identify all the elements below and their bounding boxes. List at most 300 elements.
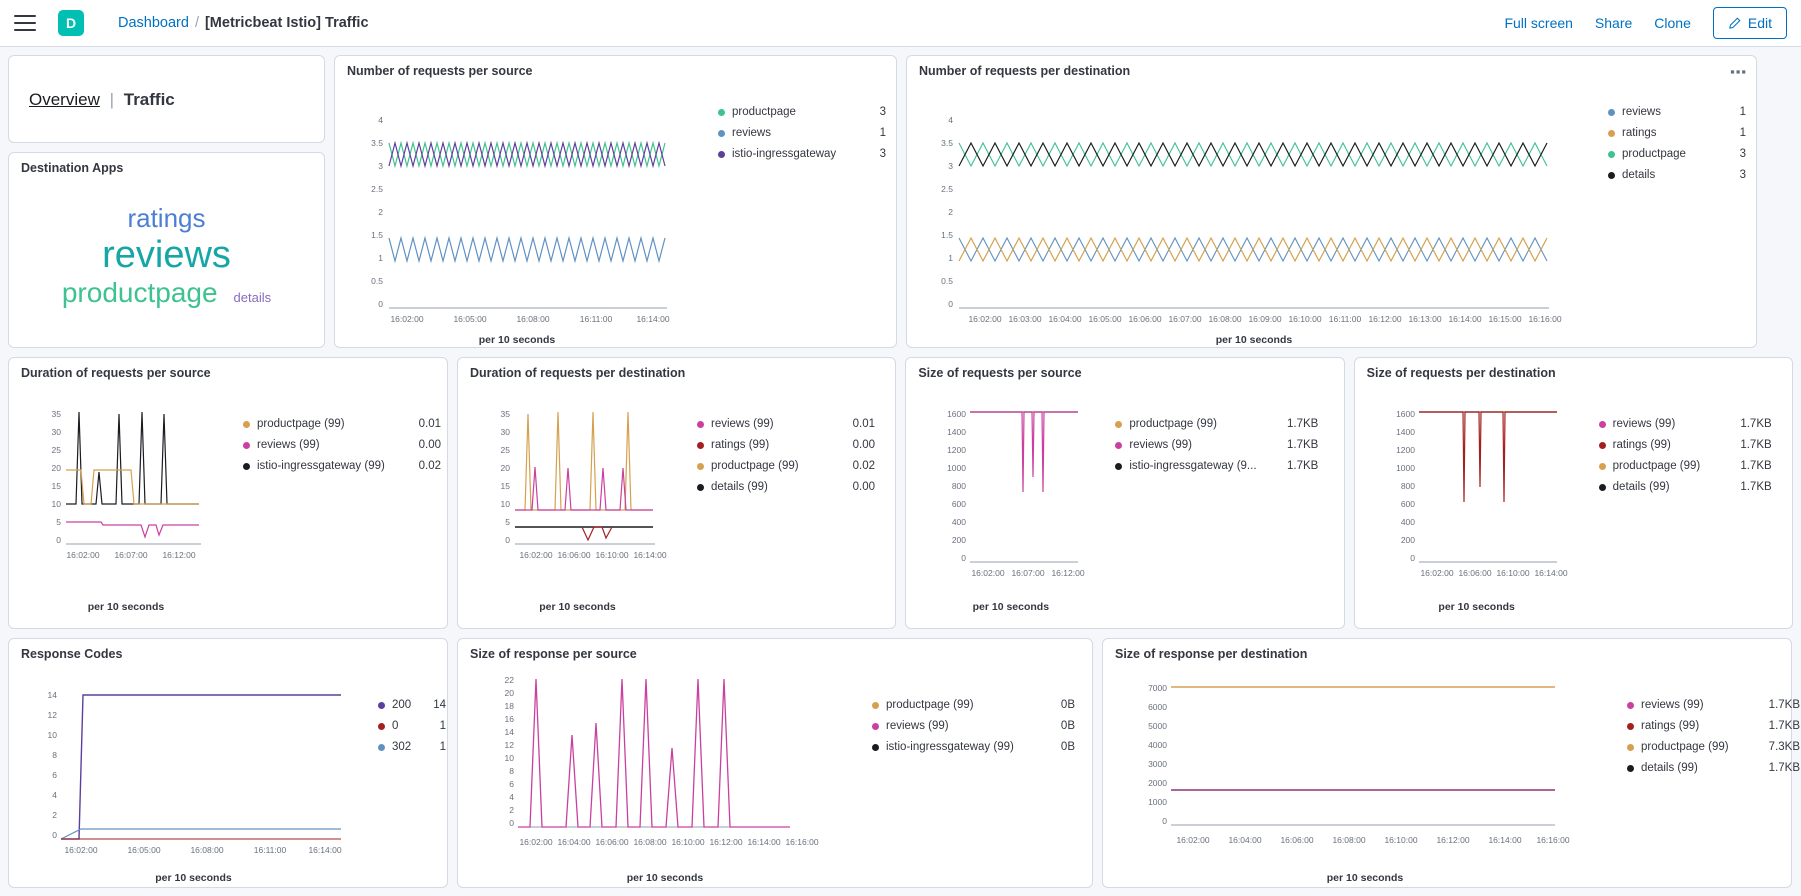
duration-per-destination-chart[interactable] (468, 382, 685, 618)
requests-per-destination-panel (906, 55, 1757, 348)
requests-per-destination-xlabel: per 10 seconds (1215, 334, 1293, 346)
size-response-per-destination-title: Size of response per destination (1115, 647, 1308, 661)
size-response-per-source-legend (860, 663, 1075, 877)
svg-text:3.5: 3.5 (941, 138, 953, 148)
legend-item[interactable] (1608, 106, 1746, 118)
svg-text:1.5: 1.5 (941, 230, 953, 240)
svg-text:16:05:00: 16:05:00 (453, 314, 487, 324)
svg-text:16:06:00: 16:06:00 (595, 837, 629, 847)
svg-text:0: 0 (1409, 553, 1415, 563)
svg-text:16:07:00: 16:07:00 (114, 550, 148, 560)
legend-item[interactable] (1599, 439, 1772, 451)
breadcrumb (118, 15, 369, 31)
size-requests-per-destination-legend (1587, 382, 1772, 618)
legend-item[interactable] (1599, 460, 1772, 472)
legend-value: 1.7KB (1768, 699, 1800, 711)
legend-label: productpage (1622, 148, 1686, 160)
svg-text:16:07:00: 16:07:00 (1168, 314, 1202, 324)
legend-item[interactable] (1608, 127, 1746, 139)
svg-text:2: 2 (378, 207, 383, 217)
svg-text:4: 4 (509, 792, 514, 802)
requests-per-destination-chart[interactable] (917, 80, 1596, 346)
svg-text:16:10:00: 16:10:00 (595, 550, 629, 560)
svg-text:16:03:00: 16:03:00 (1008, 314, 1042, 324)
svg-text:200: 200 (952, 535, 967, 545)
legend-label: istio-ingressgateway (9... (1129, 460, 1257, 472)
svg-text:20: 20 (51, 463, 61, 473)
legend-value: 0.02 (852, 460, 875, 472)
dashboard-grid (0, 47, 1801, 896)
svg-text:20: 20 (504, 688, 514, 698)
legend-value: 3 (1739, 148, 1746, 160)
legend-label: reviews (99) (886, 720, 949, 732)
requests-per-destination-body (917, 80, 1746, 346)
svg-text:16:14:00: 16:14:00 (1448, 314, 1482, 324)
svg-text:16:05:00: 16:05:00 (1088, 314, 1122, 324)
legend-value: 0B (1060, 741, 1075, 753)
svg-text:16:04:00: 16:04:00 (557, 837, 591, 847)
legend-item[interactable] (1608, 169, 1746, 181)
edit-button[interactable] (1713, 7, 1787, 39)
legend-value: 1.7KB (1287, 418, 1319, 430)
legend-value: 1.7KB (1287, 439, 1319, 451)
legend-color-dot (1608, 172, 1615, 179)
legend-label: ratings (99) (711, 439, 770, 451)
legend-color-dot (697, 463, 704, 470)
requests-per-source-xlabel: per 10 seconds (478, 334, 556, 346)
requests-per-destination-legend (1596, 80, 1746, 337)
svg-text:14: 14 (504, 727, 514, 737)
topbar-actions (1504, 7, 1787, 39)
svg-text:16:11:00: 16:11:00 (579, 314, 613, 324)
legend-color-dot (697, 421, 704, 428)
legend-label: productpage (99) (257, 418, 345, 430)
requests-per-source-title: Number of requests per source (347, 64, 533, 78)
duration-per-source-legend (231, 382, 441, 618)
legend-item[interactable] (1599, 418, 1772, 430)
legend-value: 1 (439, 720, 446, 732)
svg-text:16:10:00: 16:10:00 (1384, 835, 1418, 845)
legend-color-dot (243, 463, 250, 470)
size-response-per-destination-xlabel: per 10 seconds (1326, 872, 1404, 884)
svg-text:4: 4 (52, 790, 57, 800)
legend-item[interactable] (872, 720, 1075, 732)
svg-text:10: 10 (504, 753, 514, 763)
svg-text:1200: 1200 (1395, 445, 1415, 455)
svg-text:4: 4 (948, 115, 953, 125)
svg-text:1200: 1200 (947, 445, 967, 455)
svg-text:15: 15 (500, 481, 510, 491)
legend-item[interactable] (243, 460, 441, 472)
svg-text:16:08:00: 16:08:00 (633, 837, 667, 847)
svg-text:16:02:00: 16:02:00 (390, 314, 424, 324)
duration-per-destination-xlabel: per 10 seconds (539, 601, 616, 613)
legend-item[interactable] (1599, 481, 1772, 493)
svg-text:12: 12 (504, 740, 514, 750)
svg-text:2: 2 (52, 810, 57, 820)
legend-value: 1.7KB (1287, 460, 1319, 472)
svg-text:1: 1 (948, 253, 953, 263)
legend-item[interactable] (697, 418, 875, 430)
response-codes-xlabel: per 10 seconds (155, 872, 232, 884)
legend-item[interactable] (697, 460, 875, 472)
svg-text:16:08:00: 16:08:00 (190, 845, 224, 855)
tag-cloud (19, 177, 314, 335)
svg-text:3: 3 (948, 161, 953, 171)
legend-color-dot (872, 744, 879, 751)
svg-text:5: 5 (505, 517, 510, 527)
left-column (8, 55, 325, 348)
legend-item[interactable] (1627, 720, 1800, 732)
tag-productpage[interactable]: productpage (61, 277, 218, 308)
svg-text:1: 1 (378, 253, 383, 263)
svg-text:10: 10 (47, 730, 57, 740)
legend-color-dot (1608, 151, 1615, 158)
legend-value: 0.01 (852, 418, 875, 430)
legend-color-dot (718, 151, 725, 158)
duration-per-destination-body (468, 382, 885, 618)
legend-color-dot (872, 723, 879, 730)
legend-color-dot (1599, 484, 1606, 491)
legend-color-dot (1627, 744, 1634, 751)
size-response-per-destination-legend (1615, 663, 1800, 877)
legend-color-dot (1115, 463, 1122, 470)
size-requests-per-source-chart[interactable] (916, 382, 1103, 618)
legend-item[interactable] (378, 699, 446, 711)
legend-label: 200 (392, 699, 412, 711)
tag-cloud-row-1 (127, 203, 205, 234)
legend-label: reviews (99) (1641, 699, 1704, 711)
svg-text:16:10:00: 16:10:00 (1496, 568, 1530, 578)
svg-text:7000: 7000 (1148, 683, 1167, 693)
overview-separator: | (109, 90, 115, 109)
legend-color-dot (1599, 463, 1606, 470)
size-requests-per-destination-title: Size of requests per destination (1366, 366, 1556, 380)
svg-text:25: 25 (51, 445, 61, 455)
size-requests-per-source-xlabel: per 10 seconds (972, 601, 1050, 613)
svg-text:1000: 1000 (1395, 463, 1415, 473)
dashboard-row-1 (8, 55, 1793, 348)
legend-item[interactable] (378, 720, 446, 732)
svg-text:1600: 1600 (947, 409, 967, 419)
overview-link[interactable]: Overview (29, 90, 100, 109)
legend-value: 3 (1739, 169, 1746, 181)
response-codes-title: Response Codes (21, 647, 123, 661)
overview-links (29, 90, 175, 110)
dashboard-row-2 (8, 357, 1793, 629)
top-navigation-bar (0, 0, 1801, 47)
legend-label: details (99) (1641, 762, 1698, 774)
svg-text:16:06:00: 16:06:00 (1280, 835, 1314, 845)
svg-text:400: 400 (952, 517, 967, 527)
legend-color-dot (1608, 109, 1615, 116)
size-response-per-source-title: Size of response per source (470, 647, 637, 661)
duration-per-source-xlabel: per 10 seconds (87, 601, 165, 613)
legend-value: 1 (439, 741, 446, 753)
response-codes-chart[interactable] (19, 663, 366, 884)
svg-text:16:08:00: 16:08:00 (516, 314, 550, 324)
legend-label: ratings (1622, 127, 1657, 139)
svg-text:16:10:00: 16:10:00 (671, 837, 705, 847)
legend-value: 3 (879, 106, 886, 118)
legend-color-dot (1627, 765, 1634, 772)
legend-label: ratings (99) (1641, 720, 1700, 732)
panel-context-menu-icon[interactable]: ▪▪▪ (1730, 64, 1747, 79)
legend-item[interactable] (1115, 460, 1318, 472)
legend-value: 1 (879, 127, 886, 139)
legend-label: reviews (99) (257, 439, 320, 451)
svg-text:0.5: 0.5 (941, 276, 953, 286)
svg-text:2: 2 (509, 805, 514, 815)
legend-value: 0B (1060, 699, 1075, 711)
svg-text:400: 400 (1400, 517, 1415, 527)
svg-text:16:06:00: 16:06:00 (1458, 568, 1492, 578)
legend-item[interactable] (872, 741, 1075, 753)
svg-text:0: 0 (378, 299, 383, 309)
legend-label: reviews (99) (1612, 418, 1676, 430)
size-requests-per-destination-xlabel: per 10 seconds (1438, 601, 1515, 613)
legend-value: 1 (1739, 127, 1746, 139)
destination-apps-title: Destination Apps (21, 161, 124, 175)
svg-text:0: 0 (1162, 816, 1167, 826)
svg-text:16:02:00: 16:02:00 (968, 314, 1002, 324)
legend-item[interactable] (718, 127, 886, 139)
svg-text:16:09:00: 16:09:00 (1248, 314, 1282, 324)
legend-value: 1.7KB (1740, 481, 1772, 493)
svg-text:35: 35 (500, 409, 510, 419)
svg-text:16:12:00: 16:12:00 (709, 837, 743, 847)
svg-text:16:08:00: 16:08:00 (1208, 314, 1242, 324)
svg-text:4000: 4000 (1148, 740, 1167, 750)
size-response-per-source-chart[interactable] (468, 663, 860, 884)
legend-label: istio-ingressgateway (99) (257, 460, 385, 472)
svg-text:3000: 3000 (1148, 759, 1167, 769)
legend-value: 1.7KB (1768, 762, 1800, 774)
svg-text:10: 10 (500, 499, 510, 509)
tag-ratings[interactable]: ratings (127, 203, 206, 233)
svg-text:16:02:00: 16:02:00 (519, 837, 553, 847)
duration-per-source-title: Duration of requests per source (21, 366, 211, 380)
svg-text:35: 35 (51, 409, 61, 419)
legend-color-dot (697, 442, 704, 449)
hamburger-menu-icon[interactable] (14, 15, 36, 31)
clone-button[interactable]: Clone (1654, 15, 1691, 31)
svg-text:0: 0 (509, 818, 514, 828)
tag-reviews[interactable]: reviews (102, 234, 231, 276)
svg-text:15: 15 (51, 481, 61, 491)
legend-color-dot (1608, 130, 1615, 137)
dashboard-logo-badge: D (58, 10, 84, 36)
breadcrumb-dashboard-link[interactable]: Dashboard (118, 15, 189, 31)
legend-item[interactable] (718, 148, 886, 160)
tag-cloud-row-3 (62, 277, 271, 309)
legend-label: 302 (392, 741, 412, 753)
svg-text:0: 0 (505, 535, 510, 545)
share-button[interactable]: Share (1594, 15, 1633, 31)
requests-per-source-chart[interactable] (345, 80, 706, 346)
legend-item[interactable] (1627, 762, 1800, 774)
svg-text:16:11:00: 16:11:00 (1328, 314, 1362, 324)
size-requests-per-destination-panel (1354, 357, 1793, 629)
traffic-label: Traffic (123, 90, 175, 109)
legend-item[interactable] (378, 741, 446, 753)
legend-item[interactable] (243, 439, 441, 451)
svg-text:16:12:00: 16:12:00 (1368, 314, 1402, 324)
svg-text:6: 6 (52, 770, 57, 780)
size-requests-per-source-panel (905, 357, 1344, 629)
size-response-per-destination-chart[interactable] (1113, 663, 1615, 884)
svg-text:0.5: 0.5 (371, 276, 383, 286)
svg-text:25: 25 (500, 445, 510, 455)
breadcrumb-current-title: [Metricbeat Istio] Traffic (204, 15, 369, 31)
svg-text:1000: 1000 (1148, 797, 1167, 807)
svg-text:600: 600 (1400, 499, 1415, 509)
svg-text:600: 600 (952, 499, 967, 509)
svg-text:16:16:00: 16:16:00 (1536, 835, 1570, 845)
legend-value: 0.00 (852, 439, 875, 451)
size-requests-per-source-title: Size of requests per source (918, 366, 1082, 380)
legend-value: 0B (1060, 720, 1075, 732)
svg-text:10: 10 (51, 499, 61, 509)
svg-text:16:06:00: 16:06:00 (1128, 314, 1162, 324)
svg-text:1600: 1600 (1395, 409, 1415, 419)
legend-label: istio-ingressgateway (99) (886, 741, 1014, 753)
svg-text:14: 14 (47, 690, 57, 700)
svg-text:16:16:00: 16:16:00 (1528, 314, 1562, 324)
legend-color-dot (1599, 442, 1606, 449)
legend-label: productpage (99) (886, 699, 974, 711)
svg-text:5000: 5000 (1148, 721, 1167, 731)
svg-text:16: 16 (504, 714, 514, 724)
legend-value: 0.01 (418, 418, 441, 430)
legend-value: 7.3KB (1768, 741, 1800, 753)
pencil-icon (1728, 17, 1741, 30)
edit-button-label: Edit (1747, 15, 1772, 31)
duration-per-destination-panel (457, 357, 896, 629)
legend-color-dot (697, 484, 704, 491)
legend-item[interactable] (1627, 741, 1800, 753)
legend-value: 0.00 (852, 481, 875, 493)
svg-text:6000: 6000 (1148, 702, 1167, 712)
legend-label: details (99) (1612, 481, 1670, 493)
svg-text:0: 0 (961, 553, 967, 563)
svg-text:16:04:00: 16:04:00 (1228, 835, 1262, 845)
svg-text:2.5: 2.5 (941, 184, 953, 194)
svg-text:5: 5 (56, 517, 61, 527)
legend-item[interactable] (1115, 439, 1318, 451)
legend-item[interactable] (697, 481, 875, 493)
svg-text:16:02:00: 16:02:00 (971, 568, 1005, 578)
legend-value: 1.7KB (1740, 460, 1772, 472)
legend-label: istio-ingressgateway (732, 148, 837, 160)
legend-item[interactable] (1627, 699, 1800, 711)
legend-label: reviews (99) (1129, 439, 1192, 451)
svg-text:16:10:00: 16:10:00 (1288, 314, 1322, 324)
legend-item[interactable] (1115, 418, 1318, 430)
svg-text:16:02:00: 16:02:00 (64, 845, 98, 855)
size-requests-per-destination-chart[interactable] (1365, 382, 1587, 618)
size-requests-per-source-body (916, 382, 1333, 618)
svg-text:16:14:00: 16:14:00 (308, 845, 342, 855)
size-response-per-destination-panel (1102, 638, 1800, 888)
legend-item[interactable] (243, 418, 441, 430)
svg-text:16:02:00: 16:02:00 (66, 550, 100, 560)
duration-per-source-chart[interactable] (19, 382, 231, 618)
svg-text:4: 4 (378, 115, 383, 125)
legend-color-dot (378, 723, 385, 730)
full-screen-button[interactable]: Full screen (1504, 15, 1573, 31)
legend-label: details (99) (711, 481, 768, 493)
svg-text:30: 30 (500, 427, 510, 437)
dashboard-row-3 (8, 638, 1800, 888)
legend-color-dot (1115, 442, 1122, 449)
legend-item[interactable] (697, 439, 875, 451)
size-response-per-source-xlabel: per 10 seconds (626, 872, 704, 884)
svg-text:16:07:00: 16:07:00 (1011, 568, 1045, 578)
svg-text:8: 8 (509, 766, 514, 776)
legend-color-dot (1627, 723, 1634, 730)
overview-panel (8, 55, 325, 143)
tag-cloud-row-2 (102, 234, 231, 277)
duration-per-destination-title: Duration of requests per destination (470, 366, 686, 380)
svg-text:200: 200 (1400, 535, 1415, 545)
svg-text:30: 30 (51, 427, 61, 437)
svg-text:8: 8 (52, 750, 57, 760)
legend-label: 0 (392, 720, 399, 732)
legend-value: 1.7KB (1740, 418, 1772, 430)
legend-label: productpage (99) (1129, 418, 1217, 430)
svg-text:22: 22 (504, 675, 514, 685)
svg-text:2.5: 2.5 (371, 184, 383, 194)
legend-color-dot (1115, 421, 1122, 428)
svg-text:16:12:00: 16:12:00 (1051, 568, 1085, 578)
svg-text:12: 12 (47, 710, 57, 720)
duration-per-destination-legend (685, 382, 875, 618)
size-requests-per-destination-body (1365, 382, 1782, 618)
legend-label: reviews (1622, 106, 1661, 118)
duration-per-source-body (19, 382, 441, 618)
tag-details[interactable]: details (233, 290, 272, 305)
svg-text:16:06:00: 16:06:00 (557, 550, 591, 560)
size-response-per-source-body (468, 663, 1082, 884)
svg-text:16:02:00: 16:02:00 (1176, 835, 1210, 845)
size-response-per-source-panel (457, 638, 1093, 888)
legend-color-dot (243, 442, 250, 449)
svg-text:1400: 1400 (947, 427, 967, 437)
legend-item[interactable] (1608, 148, 1746, 160)
size-requests-per-source-legend (1103, 382, 1318, 618)
legend-item[interactable] (872, 699, 1075, 711)
svg-text:800: 800 (1400, 481, 1415, 491)
svg-text:16:14:00: 16:14:00 (636, 314, 670, 324)
svg-text:16:12:00: 16:12:00 (162, 550, 196, 560)
duration-per-source-panel (8, 357, 448, 629)
svg-text:0: 0 (948, 299, 953, 309)
requests-per-destination-title: Number of requests per destination (919, 64, 1131, 78)
legend-item[interactable] (718, 106, 886, 118)
legend-color-dot (243, 421, 250, 428)
svg-text:0: 0 (52, 830, 57, 840)
response-codes-legend (366, 663, 446, 877)
legend-value: 0.02 (418, 460, 441, 472)
legend-value: 14 (433, 699, 446, 711)
svg-text:18: 18 (504, 701, 514, 711)
svg-text:1400: 1400 (1395, 427, 1415, 437)
svg-text:3: 3 (378, 161, 383, 171)
destination-apps-panel (8, 152, 325, 348)
svg-text:20: 20 (500, 463, 510, 473)
legend-label: reviews (732, 127, 771, 139)
